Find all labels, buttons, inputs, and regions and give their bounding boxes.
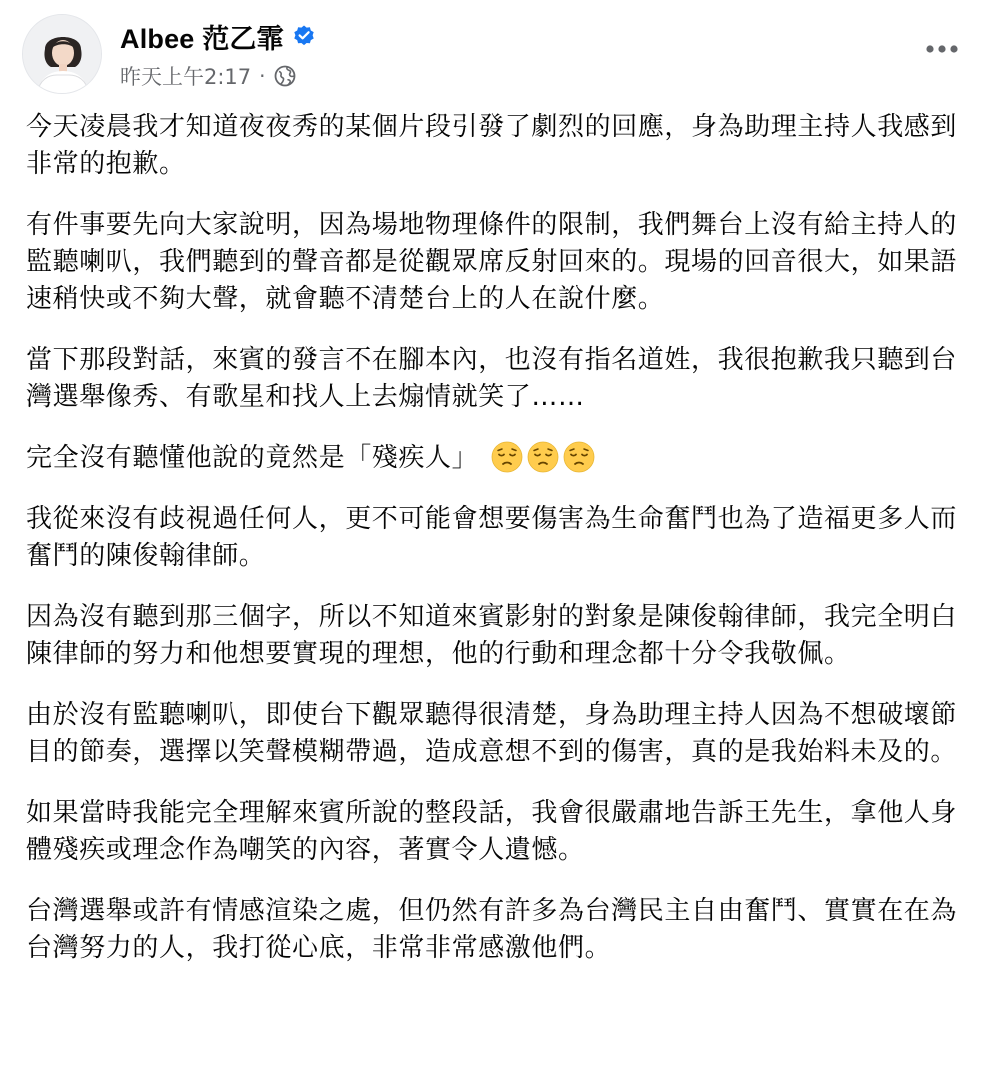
author-row [120,16,316,56]
post-paragraph-with-emoji [26,440,962,477]
more-options-button[interactable] [920,34,964,64]
globe-icon[interactable] [274,65,296,87]
post-meta [120,60,296,92]
post-paragraph: 今天凌晨我才知道夜夜秀的某個片段引發了劇烈的回應，身為助理主持人我感到非常的抱歉。 [26,112,958,179]
post-header [22,14,966,94]
verified-badge-icon [292,24,316,48]
more-horizontal-icon [924,44,960,54]
avatar[interactable] [22,14,102,94]
post-paragraph: 台灣選舉或許有情感渲染之處，但仍然有許多為台灣民主自由奮鬥、實實在在為台灣努力的人，我打從心底，非常非常感激他們。 [26,896,958,963]
post-paragraph: 有件事要先向大家說明，因為場地物理條件的限制，我們舞台上沒有給主持人的監聽喇叭，我們聽到的聲音都是從觀眾席反射回來的。現場的回音很大，如果語速稍快或不夠大聲，就會聽不清楚台上的人在說什麼。 [26,210,958,314]
author-name[interactable]: Albee 范乙霏 [120,23,284,54]
meta-separator: · [259,64,266,88]
profile-photo-icon [23,15,102,94]
pensive-face-icon [527,441,559,473]
post-paragraph: 因為沒有聽到那三個字，所以不知道來賓影射的對象是陳俊翰律師，我完全明白陳律師的努力和他想要實現的理想，他的行動和理念都十分令我敬佩。 [26,602,958,669]
post-paragraph-text: 完全沒有聽懂他說的竟然是「殘疾人」 [26,443,479,473]
pensive-face-icon [491,441,523,473]
post-body [26,109,962,991]
post-timestamp[interactable]: 昨天上午2:17 [120,65,252,89]
post-paragraph: 由於沒有監聽喇叭，即使台下觀眾聽得很清楚，身為助理主持人因為不想破壞節目的節奏，選擇以笑聲模糊帶過，造成意想不到的傷害，真的是我始料未及的。 [26,700,958,767]
post-paragraph: 我從來沒有歧視過任何人，更不可能會想要傷害為生命奮鬥也為了造福更多人而奮鬥的陳俊翰律師。 [26,504,958,571]
post-paragraph: 如果當時我能完全理解來賓所說的整段話，我會很嚴肅地告訴王先生，拿他人身體殘疾或理念作為嘲笑的內容，著實令人遺憾。 [26,798,958,865]
post-paragraph: 當下那段對話，來賓的發言不在腳本內，也沒有指名道姓，我很抱歉我只聽到台灣選舉像秀、有歌星和找人上去煽情就笑了…… [26,345,958,412]
pensive-face-icon [563,441,595,473]
